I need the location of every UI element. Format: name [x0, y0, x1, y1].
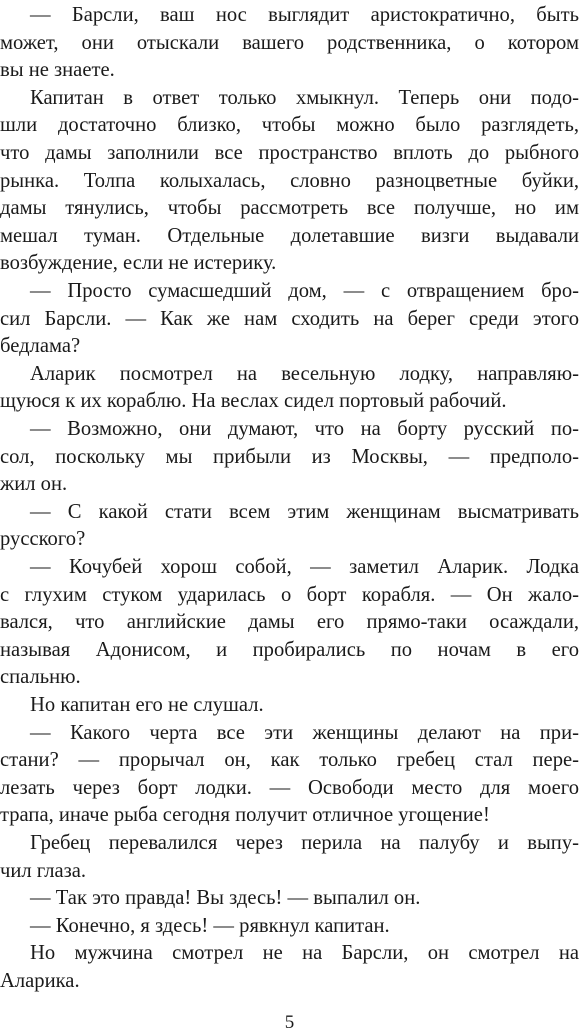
text-line: с глухим стуком ударилась о борт корабля. — Он жало-	[0, 583, 579, 606]
text-line: трапа, иначе рыба сегодня получит отличное угощение!	[0, 804, 490, 827]
text-line: чил глаза.	[0, 859, 87, 882]
text-line: может, они отыскали вашего родственника, о котором	[0, 31, 579, 54]
text-line: — Барсли, ваш нос выглядит аристократично, быть	[30, 4, 579, 26]
text-line: мешал туман. Отдельные долетавшие визги выдавали	[0, 224, 579, 247]
text-line: возбуждение, если не истерику.	[0, 252, 277, 275]
text-line: рынка. Толпа колыхалась, словно разноцветные буйки,	[0, 169, 579, 192]
text-line: — С какой стати всем этим женщинам высматривать	[30, 500, 579, 523]
text-line: вался, что английские дамы его прямо-таки осаждали,	[0, 611, 579, 634]
text-line: — Так это правда! Вы здесь! — выпалил он.	[30, 887, 421, 910]
text-line: — Конечно, я здесь! — рявкнул капитан.	[30, 914, 390, 937]
text-line: вы не знаете.	[0, 59, 115, 82]
text-line: жил он.	[0, 473, 68, 496]
text-line: — Кочубей хорош собой, — заметил Аларик. Лодка	[30, 556, 579, 578]
page-number: 5	[284, 1012, 295, 1033]
text-line: сол, поскольку мы прибыли из Москвы, — предполо-	[0, 445, 579, 468]
text-line: Но капитан его не слушал.	[30, 694, 264, 716]
text-line: Аларика.	[0, 970, 80, 992]
text-line: Но мужчина смотрел не на Барсли, он смотрел на	[30, 942, 579, 965]
text-line: — Какого черта все эти женщины делают на при-	[30, 721, 579, 744]
text-line: стани? — прорычал он, как только гребец стал пере-	[0, 749, 579, 772]
text-line: Гребец перевалился через перила на палубу и выпу-	[30, 832, 579, 854]
text-line: сил Барсли. — Как же нам сходить на берег среди этого	[0, 307, 579, 330]
text-line: лезать через борт лодки. — Освободи место для моего	[0, 776, 579, 799]
text-line: дамы тянулись, чтобы рассмотреть все получше, но им	[0, 197, 579, 220]
text-line: спальню.	[0, 666, 81, 689]
text-line: шли достаточно близко, чтобы можно было разглядеть,	[0, 114, 579, 137]
text-line: что дамы заполнили все пространство вплоть до рыбного	[0, 142, 579, 164]
text-line: — Просто сумасшедший дом, — с отвращением бро-	[30, 280, 579, 302]
text-line: щуюся к их кораблю. На веслах сидел портовый рабочий.	[0, 390, 507, 413]
text-line: бедлама?	[0, 335, 81, 358]
text-line: Аларик посмотрел на весельную лодку, направляю-	[30, 362, 579, 385]
text-line: русского?	[0, 528, 86, 551]
text-line: — Возможно, они думают, что на борту русский по-	[30, 418, 579, 440]
text-line: называя Адонисом, и пробирались по ночам в его	[0, 638, 579, 661]
text-line: Капитан в ответ только хмыкнул. Теперь они подо-	[30, 86, 579, 109]
